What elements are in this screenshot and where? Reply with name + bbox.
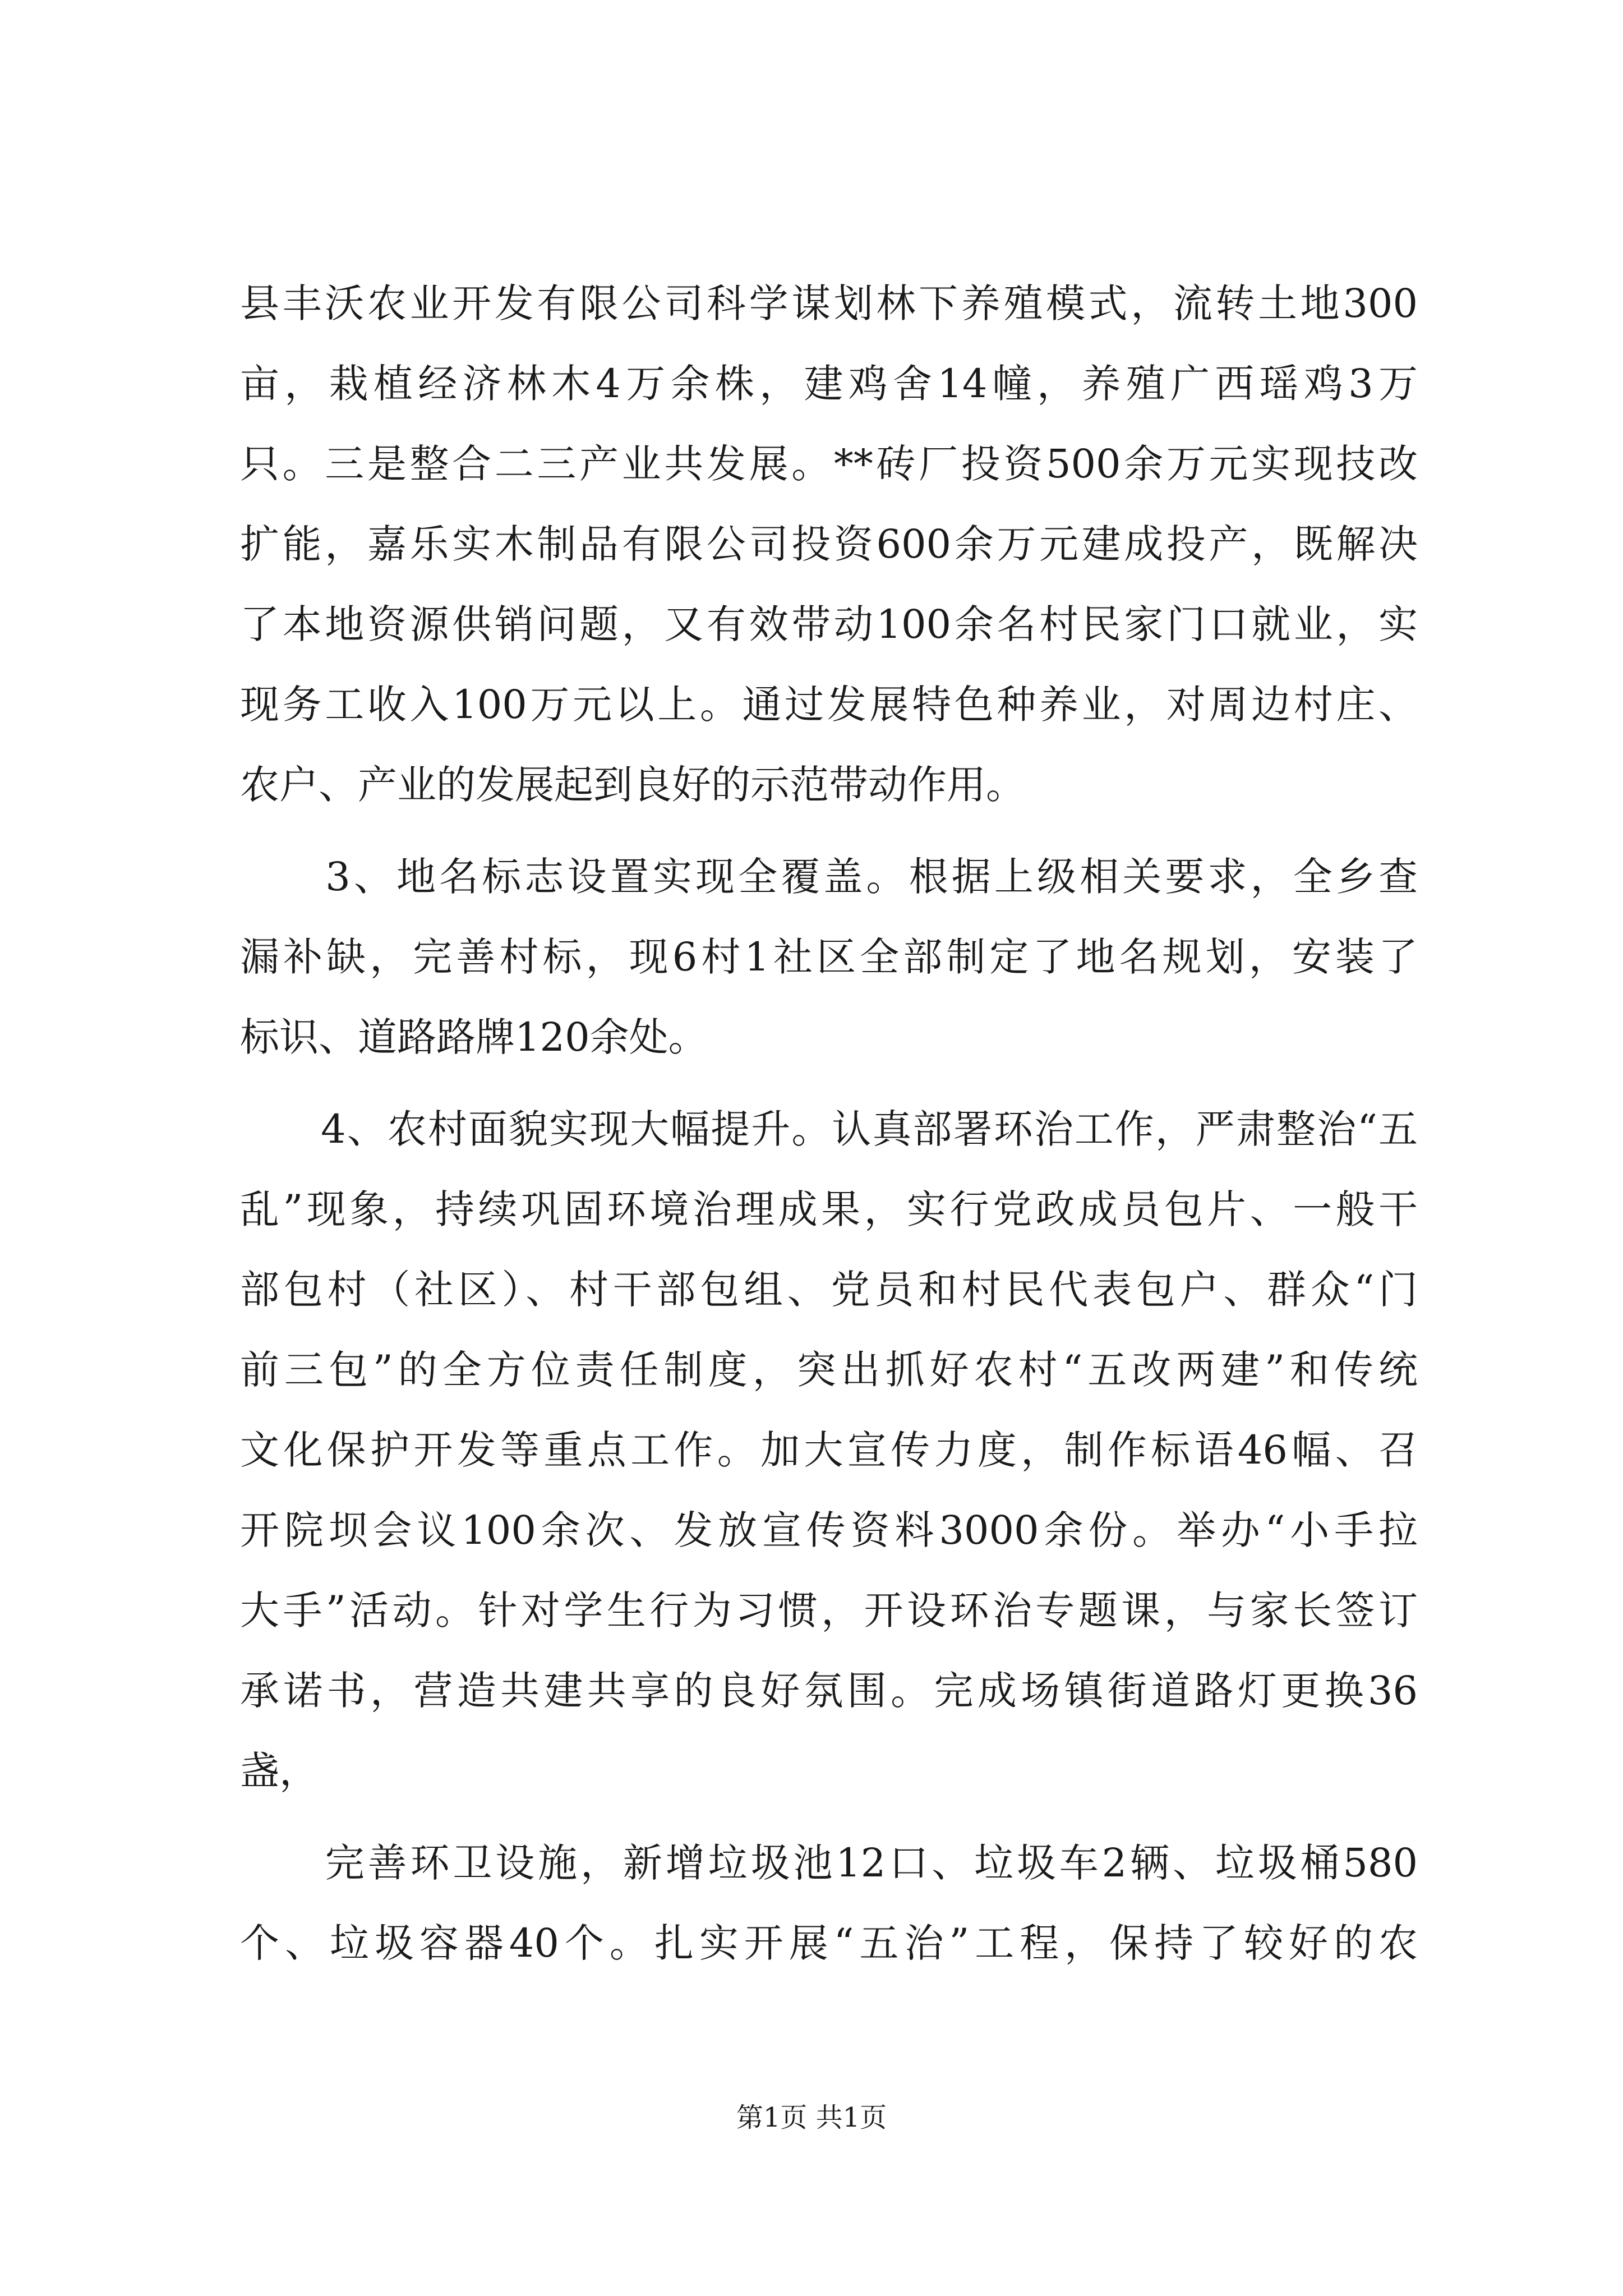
text-line: 标识、道路路牌120余处。: [240, 1014, 708, 1060]
text-line: 部包村（社区）、村干部包组、党员和村民代表包户、群众“门: [240, 1267, 1418, 1313]
paragraph: [240, 1823, 1418, 1984]
page-footer: [0, 2101, 1623, 2134]
text-line: 大手”活动。针对学生行为习惯，开设环治专题课，与家长签订: [240, 1588, 1418, 1634]
text-line: 文化保护开发等重点工作。加大宣传力度，制作标语46幅、召: [240, 1427, 1418, 1473]
text-line: 3、地名标志设置实现全覆盖。根据上级相关要求，全乡查: [240, 854, 1418, 900]
text-line: 个、垃圾容器40个。扎实开展“五治”工程，保持了较好的农: [240, 1920, 1418, 1966]
text-line: 亩，栽植经济林木4万余株，建鸡舍14幢，养殖广西瑶鸡3万: [240, 361, 1418, 407]
text-line: 漏补缺，完善村标，现6村1社区全部制定了地名规划，安装了: [240, 934, 1418, 980]
text-line: 农户、产业的发展起到良好的示范带动作用。: [240, 762, 1025, 808]
paragraph: [240, 1089, 1418, 1811]
text-line: 前三包”的全方位责任制度，突出抓好农村“五改两建”和传统: [240, 1347, 1418, 1393]
text-line: 承诺书，营造共建共享的良好氛围。完成场镇街道路灯更换36: [240, 1668, 1418, 1714]
text-line: 只。三是整合二三产业共发展。**砖厂投资500余万元实现技改: [240, 441, 1418, 487]
text-line: 现务工收入100万元以上。通过发展特色种养业，对周边村庄、: [240, 682, 1418, 728]
text-line: 县丰沃农业开发有限公司科学谋划林下养殖模式，流转土地300: [240, 280, 1418, 326]
paragraph-spacer: [240, 825, 1418, 837]
page-number-label: 第1页 共1页: [736, 2102, 887, 2133]
text-line: 完善环卫设施，新增垃圾池12口、垃圾车2辆、垃圾桶580: [240, 1840, 1418, 1886]
text-line: 盏，: [240, 1748, 319, 1794]
text-line: 开院坝会议100余次、发放宣传资料3000余份。举办“小手拉: [240, 1507, 1418, 1553]
paragraph: [240, 837, 1418, 1078]
paragraph: [240, 264, 1418, 825]
text-line: 4、农村面貌实现大幅提升。认真部署环治工作，严肃整治“五: [240, 1106, 1418, 1152]
text-line: 扩能，嘉乐实木制品有限公司投资600余万元建成投产，既解决: [240, 521, 1418, 567]
document-body: [240, 264, 1418, 1984]
text-line: 乱”现象，持续巩固环境治理成果，实行党政成员包片、一般干: [240, 1186, 1418, 1232]
paragraph-spacer: [240, 1811, 1418, 1823]
text-line: 了本地资源供销问题，又有效带动100余名村民家门口就业，实: [240, 601, 1418, 647]
paragraph-spacer: [240, 1078, 1418, 1089]
